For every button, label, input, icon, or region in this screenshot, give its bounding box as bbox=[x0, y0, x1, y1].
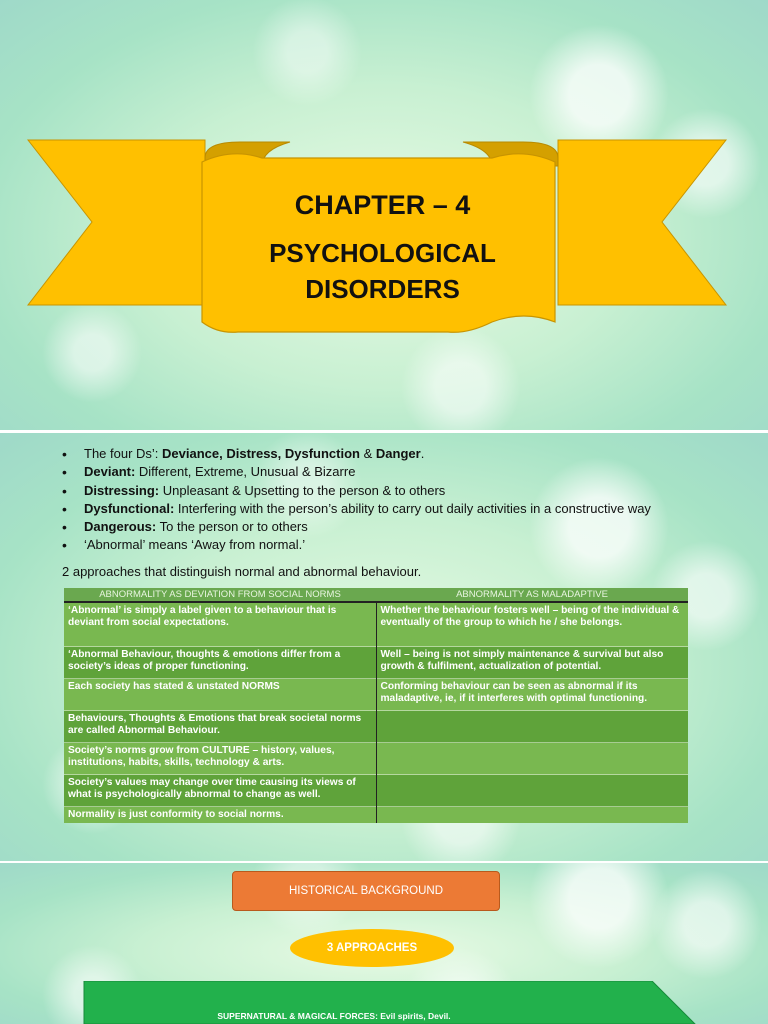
table-intro: 2 approaches that distinguish normal and abnormal behaviour. bbox=[62, 564, 422, 579]
table-row bbox=[64, 711, 688, 743]
table-cell: Conforming behaviour can be seen as abnormal if its maladaptive, ie, if it interferes with optimal functioning. bbox=[376, 679, 688, 711]
table-cell: Society’s norms grow from CULTURE – history, values, institutions, habits, skills, technology & arts. bbox=[64, 743, 376, 775]
table-cell: ‘Abnormal Behaviour, thoughts & emotions differ from a society’s ideas of proper functioning. bbox=[64, 647, 376, 679]
table-cell: Whether the behaviour fosters well – being of the individual & eventually of the group to which he / she belongs. bbox=[376, 602, 688, 647]
table-header-row bbox=[64, 588, 688, 602]
content-slide bbox=[0, 433, 768, 861]
abnormality-table bbox=[64, 588, 688, 823]
chapter-title-line: PSYCHOLOGICAL bbox=[269, 238, 496, 268]
bullet-list bbox=[60, 445, 651, 555]
historical-background-button[interactable]: HISTORICAL BACKGROUND bbox=[232, 871, 500, 911]
table-cell: Normality is just conformity to social norms. bbox=[64, 807, 376, 824]
table-cell: Well – being is not simply maintenance & survival but also growth & fulfilment, actualization of potential. bbox=[376, 647, 688, 679]
table-row bbox=[64, 775, 688, 807]
list-item: • The four Ds’: Deviance, Distress, Dysfunction & Danger. bbox=[60, 445, 651, 463]
table-cell: ‘Abnormal’ is simply a label given to a behaviour that is deviant from social expectations. bbox=[64, 602, 376, 647]
table-cell bbox=[376, 807, 688, 824]
table-row bbox=[64, 743, 688, 775]
list-item: • Deviant: Different, Extreme, Unusual & Bizarre bbox=[60, 463, 651, 481]
list-item: • Dangerous: To the person or to others bbox=[60, 518, 651, 536]
column-header: ABNORMALITY AS MALADAPTIVE bbox=[376, 588, 688, 602]
column-header: ABNORMALITY AS DEVIATION FROM SOCIAL NORMS bbox=[64, 588, 376, 602]
chapter-title-line: DISORDERS bbox=[305, 274, 460, 304]
table-row bbox=[64, 647, 688, 679]
table-cell: Each society has stated & unstated NORMS bbox=[64, 679, 376, 711]
list-item: • Dysfunctional: Interfering with the person’s ability to carry out daily activities in a constructive way bbox=[60, 500, 651, 518]
title-slide bbox=[0, 0, 768, 430]
history-slide bbox=[0, 863, 768, 1024]
supernatural-approach-label: SUPERNATURAL & MAGICAL FORCES: Evil spirits, Devil. bbox=[217, 1011, 451, 1021]
table-cell: Society’s values may change over time causing its views of what is psychologically abnormal to change as well. bbox=[64, 775, 376, 807]
chapter-number: CHAPTER – 4 bbox=[294, 190, 471, 220]
table-cell bbox=[376, 775, 688, 807]
table-row bbox=[64, 807, 688, 824]
table-row bbox=[64, 679, 688, 711]
table-cell bbox=[376, 711, 688, 743]
table-cell bbox=[376, 743, 688, 775]
list-item: • Distressing: Unpleasant & Upsetting to the person & to others bbox=[60, 482, 651, 500]
table-cell: Behaviours, Thoughts & Emotions that break societal norms are called Abnormal Behaviour. bbox=[64, 711, 376, 743]
chapter-title bbox=[205, 190, 560, 307]
list-item: • ‘Abnormal’ means ‘Away from normal.’ bbox=[60, 536, 651, 554]
three-approaches-oval[interactable]: 3 APPROACHES bbox=[290, 929, 454, 967]
table-row bbox=[64, 602, 688, 647]
